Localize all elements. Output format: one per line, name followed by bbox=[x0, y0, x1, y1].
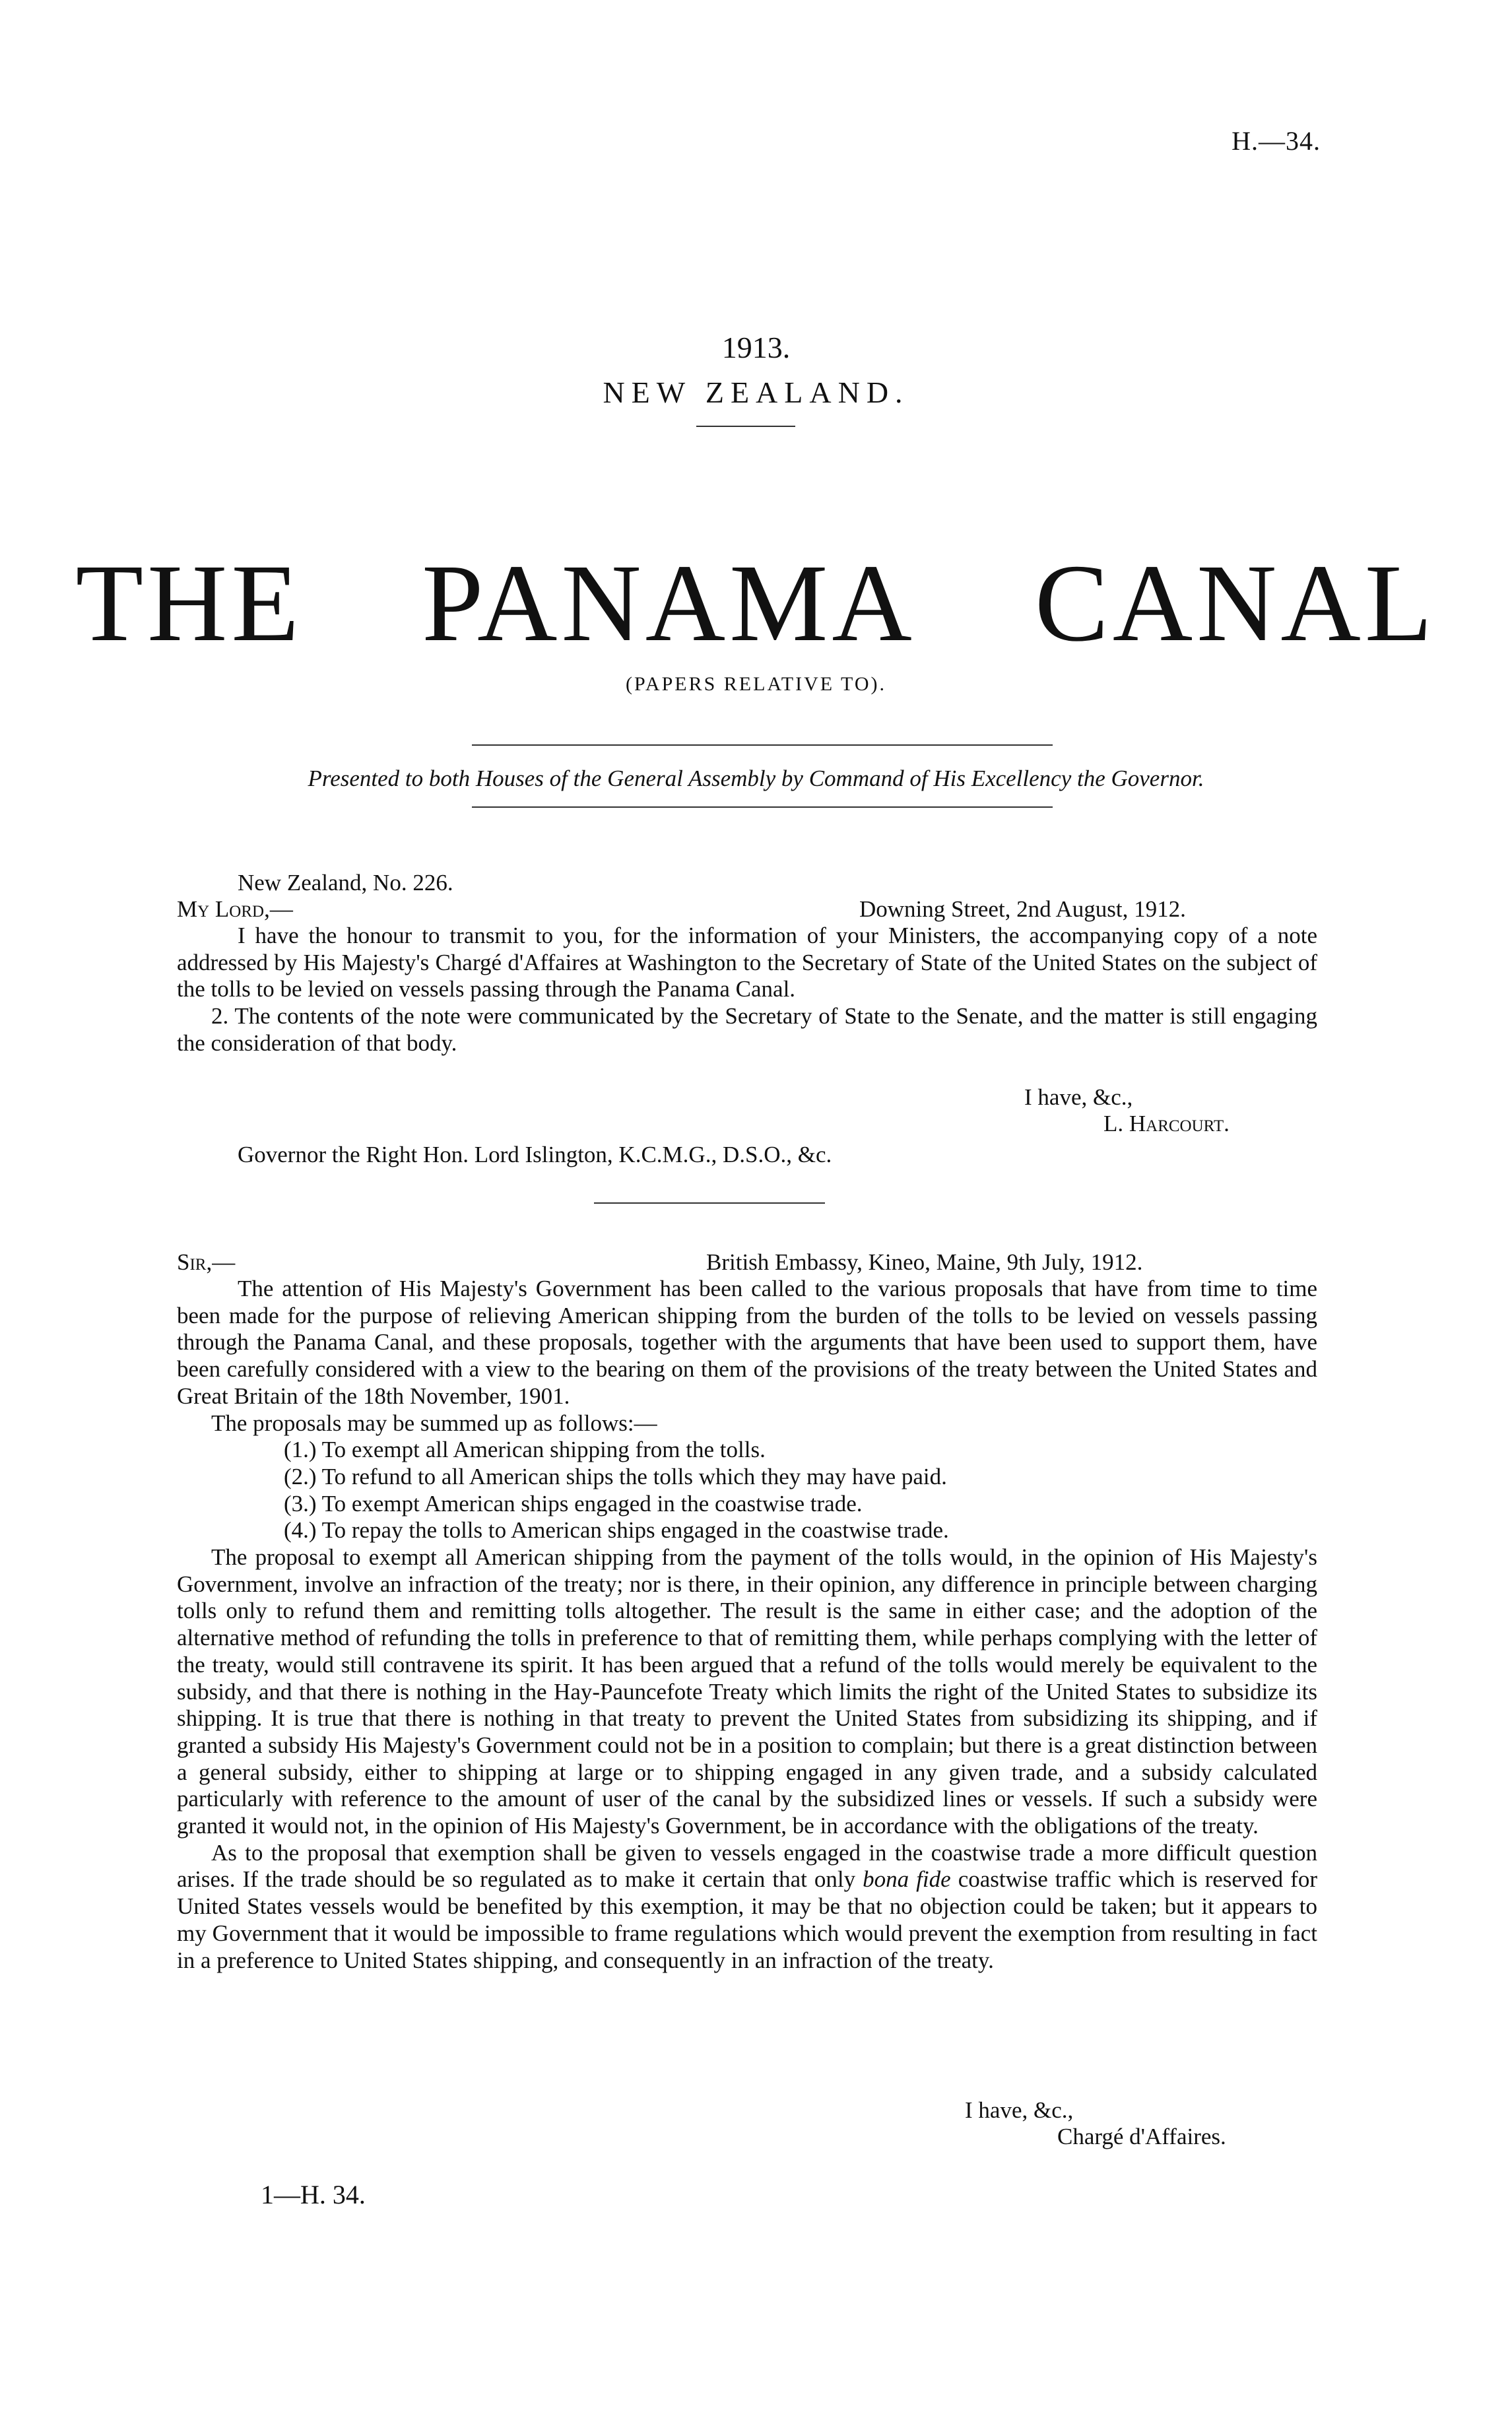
letter1-signature: L. Harcourt. bbox=[1103, 1111, 1230, 1136]
coastwise-italic: bona fide bbox=[863, 1866, 951, 1893]
header-divider bbox=[696, 426, 795, 427]
sheet-reference: 1—H. 34. bbox=[261, 2180, 366, 2209]
letter1-body bbox=[177, 923, 1317, 1057]
letter1-paragraph: I have the honour to transmit to you, for the information of your Ministers, the accompanying copy of a note addressed by His Majesty's Chargé d'Affaires at Washington to the Secretary of State of the United States on the subject of the tolls to be levied on vessels passing through the Panama Canal. bbox=[177, 923, 1317, 1002]
despatch-number: New Zealand, No. 226. bbox=[238, 870, 453, 896]
title-word: CANAL bbox=[1034, 542, 1437, 665]
letter1-paragraph: 2. The contents of the note were communicated by the Secretary of State to the Senate, and the matter is still engaging the consideration of that body. bbox=[177, 1003, 1317, 1056]
title-word: THE bbox=[75, 542, 304, 665]
document-title bbox=[0, 542, 1512, 665]
letter2-paragraph-coastwise bbox=[177, 1840, 1317, 1975]
coastwise-text-a: As to the proposal that exemption shall be given to vessels engaged in the coastwise trade a more difficult question arises. If the trade should be so regulated as to make it certain that only bbox=[177, 1839, 1317, 1893]
title-word: PANAMA bbox=[422, 542, 916, 665]
document-subtitle: (PAPERS RELATIVE TO). bbox=[626, 673, 886, 695]
letter2-salutation: Sir,— bbox=[177, 1249, 236, 1275]
letter2-place-date: British Embassy, Kineo, Maine, 9th July, 1912. bbox=[706, 1249, 1143, 1275]
letter1-addressee: Governor the Right Hon. Lord Islington, K.C.M.G., D.S.O., &c. bbox=[238, 1142, 832, 1167]
section-divider bbox=[594, 1202, 825, 1204]
presented-rule-top bbox=[472, 744, 1053, 746]
proposal-item: (4.) To repay the tolls to American ships engaged in the coastwise trade. bbox=[284, 1517, 949, 1544]
presented-rule-bottom bbox=[472, 806, 1053, 808]
letter2-body bbox=[177, 1276, 1317, 1974]
letter2-summary-lead: The proposals may be summed up as follows:— bbox=[211, 1410, 657, 1436]
proposal-list bbox=[177, 1437, 1317, 1544]
letter2-paragraph-exemption: The proposal to exempt all American shipping from the payment of the tolls would, in the opinion of His Majesty's Government, involve an infraction of the treaty; nor is there, in their opinion, any difference in principle between charging tolls only to refund them and remitting tolls altogether. The result is the same in either case; and the adoption of the alternative method of refunding the tolls in preference to that of remitting them, while perhaps complying with the letter of the treaty, would still contravene its spirit. It has been argued that a refund of the tolls would merely be equivalent to the subsidy, and that there is nothing in the Hay-Pauncefote Treaty which limits the right of the United States to subsidize its shipping. It is true that there is nothing in that treaty to prevent the United States from subsidizing its shipping, and if granted a subsidy His Majesty's Government could not be in a position to complain; but there is a great distinction between a general subsidy, either to shipping at large or to shipping engaged in any given trade, and a subsidy calculated particularly with reference to the amount of user of the canal by the subsidized lines or vessels. If such a subsidy were granted it would not, in the opinion of His Majesty's Government, be in accordance with the obligations of the treaty. bbox=[177, 1544, 1317, 1839]
proposal-item: (1.) To exempt all American shipping from the tolls. bbox=[284, 1437, 766, 1463]
country-heading: NEW ZEALAND. bbox=[603, 375, 909, 409]
letter1-closing: I have, &c., bbox=[1024, 1084, 1133, 1110]
letter2-intro: The attention of His Majesty's Government has been called to the various proposals that have from time to time been made for the purpose of relieving American shipping from the burden of the tolls to be levied on vessels passing through the Panama Canal, and these proposals, together with the arguments that have been used to support them, have been carefully considered with a view to the bearing on them of the provisions of the treaty between the United States and Great Britain of the 18th November, 1901. bbox=[177, 1276, 1317, 1409]
proposal-item: (3.) To exempt American ships engaged in the coastwise trade. bbox=[284, 1490, 863, 1517]
proposal-item: (2.) To refund to all American ships the tolls which they may have paid. bbox=[284, 1463, 947, 1489]
letter1-place-date: Downing Street, 2nd August, 1912. bbox=[859, 896, 1186, 922]
letter2-signature: Chargé d'Affaires. bbox=[1057, 2124, 1226, 2149]
document-reference: H.—34. bbox=[1232, 126, 1321, 156]
document-year: 1913. bbox=[721, 331, 791, 364]
letter1-salutation: My Lord,— bbox=[177, 896, 293, 922]
letter2-closing: I have, &c., bbox=[965, 2097, 1074, 2123]
presentation-statement: Presented to both Houses of the General Assembly by Command of His Excellency the Governor. bbox=[308, 766, 1204, 791]
coastwise-text-b: coastwise traffic which is reserved for United States vessels would be benefited by this exemption, it may be that no objection could be taken; but it appears to my Government that it would be impossible to frame regulations which would prevent the exemption from resulting in fact in a preference to United States shipping, and consequently in an infraction of the treaty. bbox=[177, 1866, 1317, 1973]
